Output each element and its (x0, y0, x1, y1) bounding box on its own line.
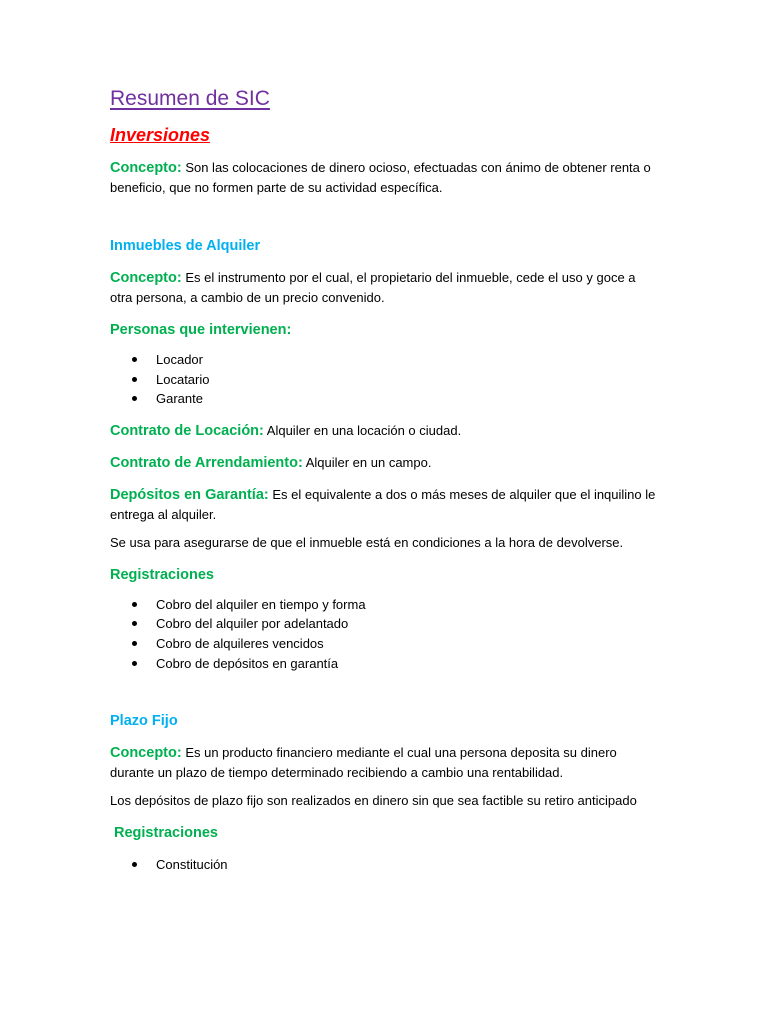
list-item-label: Cobro de alquileres vencidos (156, 635, 324, 651)
bullet-icon (132, 396, 137, 401)
plazo-fijo-concepto-lead: Concepto: (110, 745, 182, 762)
registraciones-plazo-fijo-list (110, 855, 660, 875)
bullet-icon (132, 357, 137, 362)
plazo-fijo-note: Los depósitos de plazo fijo son realizados en dinero sin que sea factible su retiro anticipado (110, 793, 637, 809)
list-item (132, 654, 660, 674)
list-item (132, 634, 660, 654)
bullet-icon (132, 641, 137, 646)
contrato-locacion-text: Alquiler en una locación o ciudad. (266, 422, 462, 438)
contrato-arrendamiento-text: Alquiler en un campo. (305, 454, 432, 470)
depositos-lead: Depósitos en Garantía: (110, 486, 269, 503)
bullet-icon (132, 862, 137, 867)
list-item-label: Garante (156, 391, 203, 407)
list-item (132, 614, 660, 634)
contrato-arrendamiento-lead: Contrato de Arrendamiento: (110, 454, 303, 471)
list-item (132, 350, 660, 370)
bullet-icon (132, 377, 137, 382)
contrato-locacion-paragraph (110, 421, 660, 441)
inmuebles-concepto-lead: Concepto: (110, 270, 182, 286)
intro-text: Son las colocaciones de dinero ocioso, efectuadas con ánimo de obtener renta o beneficio, que no formen parte de su actividad específica. (110, 160, 651, 195)
heading-registraciones-inmuebles: Registraciones (110, 566, 214, 583)
depositos-text: Es el equivalente a dos o más meses de alquiler que el inquilino le entrega al alquiler. (110, 486, 656, 522)
document-title: Resumen de SIC (110, 87, 270, 110)
list-item (132, 855, 660, 875)
list-item (132, 389, 660, 409)
contrato-arrendamiento-paragraph (110, 453, 660, 473)
list-item-label: Locatario (156, 371, 210, 387)
heading-inmuebles: Inmuebles de Alquiler (110, 238, 261, 254)
inmuebles-concepto-paragraph (110, 268, 660, 308)
section-title-inversiones: Inversiones (110, 125, 211, 145)
bullet-icon (132, 661, 137, 666)
bullet-icon (132, 602, 137, 607)
heading-personas: Personas que intervienen: (110, 322, 292, 338)
intro-paragraph (110, 158, 660, 198)
bullet-icon (132, 621, 137, 626)
list-item-label: Cobro del alquiler en tiempo y forma (156, 596, 366, 612)
registraciones-inmuebles-list (110, 595, 660, 673)
depositos-note: Se usa para asegurarse de que el inmueble está en condiciones a la hora de devolverse. (110, 534, 624, 550)
intro-lead: Concepto: (110, 160, 182, 176)
depositos-paragraph (110, 485, 660, 525)
list-item-label: Cobro del alquiler por adelantado (156, 616, 349, 632)
plazo-fijo-concepto-paragraph (110, 743, 660, 783)
list-item (132, 370, 660, 390)
list-item (132, 595, 660, 615)
personas-list (110, 350, 660, 409)
list-item-label: Constitución (156, 857, 228, 873)
plazo-fijo-concepto-text: Es un producto financiero mediante el cual una persona deposita su dinero durante un plazo de tiempo determinado recibiendo a cambio una rentabilidad. (110, 745, 617, 781)
heading-registraciones-plazo-fijo: Registraciones (114, 825, 218, 842)
heading-plazo-fijo: Plazo Fijo (110, 713, 178, 730)
contrato-locacion-lead: Contrato de Locación: (110, 422, 264, 439)
inmuebles-concepto-text: Es el instrumento por el cual, el propietario del inmueble, cede el uso y goce a otra persona, a cambio de un precio convenido. (110, 270, 636, 305)
list-item-label: Cobro de depósitos en garantía (156, 655, 339, 671)
list-item-label: Locador (156, 352, 203, 367)
